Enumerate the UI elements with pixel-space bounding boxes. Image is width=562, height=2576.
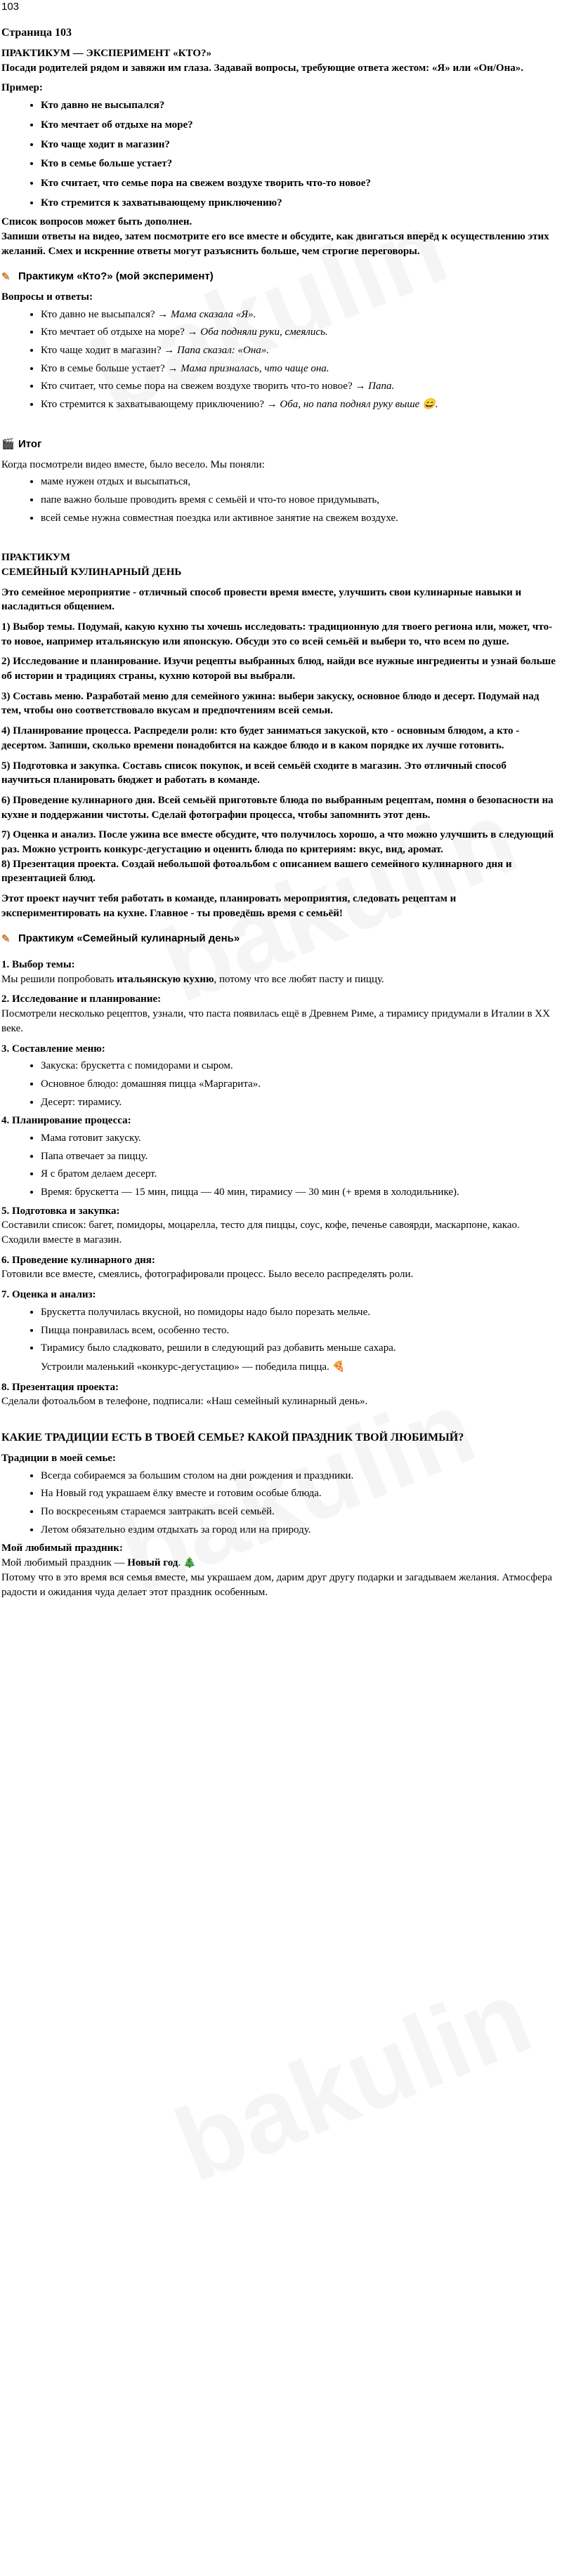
cooking-step-label: 6. Проведение кулинарного дня: bbox=[1, 1254, 155, 1266]
list-item: • Закуска: брускетта с помидорами и сыром. bbox=[41, 1059, 556, 1074]
list-item: • Основное блюдо: домашняя пицца «Маргарита». bbox=[41, 1077, 556, 1092]
example-questions bbox=[1, 98, 556, 210]
watermark bbox=[155, 1944, 551, 2217]
practicum-note: Список вопросов может быть дополнен. bbox=[1, 216, 192, 228]
practicum2-intro: Это семейное мероприятие - отличный способ провести время вместе, улучшить свои кулинарные навыки и насладиться общением. bbox=[1, 586, 522, 613]
step: 5) Подготовка и закупка. Составь список покупок, и всей семьёй сходите в магазин. Это отличный способ научиться планировать бюджет и работать в команде. bbox=[1, 760, 507, 786]
page-heading: Страница 103 bbox=[1, 27, 72, 39]
list-item: • Кто давно не высыпался? bbox=[41, 98, 556, 113]
step: 8) Презентация проекта. Создай небольшой фотоальбом с описанием вашего семейного кулинарного дня и презентацией блюд. bbox=[1, 858, 512, 885]
cooking-step-text: Готовили все вместе, смеялись, фотографировали процесс. Было весело распределять роли. bbox=[1, 1269, 414, 1281]
review-list bbox=[1, 1305, 556, 1356]
list-item: • Десерт: тирамису. bbox=[41, 1095, 556, 1110]
list-item: • Брускетта получилась вкусной, но помидоры надо было порезать мельче. bbox=[41, 1305, 556, 1320]
list-item: • Папа отвечает за пиццу. bbox=[41, 1149, 556, 1164]
clapperboard-icon: 🎬 bbox=[1, 438, 15, 451]
step: 2) Исследование и планирование. Изучи рецепты выбранных блюд, найди все нужные ингредиенты и узнай больше об истории и традициях страны, кухню которой вы выбрали. bbox=[1, 656, 556, 682]
list-item: • Кто считает, что семье пора на свежем воздухе творить что-то новое? bbox=[41, 176, 556, 191]
qa-item: • Кто мечтает об отдыхе на море? → Оба подняли руки, смеялись. bbox=[41, 325, 556, 340]
cooking-step-label: 7. Оценка и анализ: bbox=[1, 1289, 96, 1301]
cooking-step-text: Составили список: багет, помидоры, моцарелла, тесто для пиццы, соус, кофе, печенье савоярди, маскарпоне, какао. Сходили вместе в магазин. bbox=[1, 1220, 520, 1246]
list-item: • Кто мечтает об отдыхе на море? bbox=[41, 118, 556, 133]
practicum2-outro: Этот проект научит тебя работать в команде, планировать мероприятия, следовать рецептам и экспериментировать на кухне. Главное - ты проведёшь время с семьёй! bbox=[1, 893, 457, 919]
list-item: • маме нужен отдых и высыпаться, bbox=[41, 475, 556, 489]
list-item: • По воскресеньям стараемся завтракать всей семьёй. bbox=[41, 1505, 556, 1519]
list-item: • Всегда собираемся за большим столом на дни рождения и праздники. bbox=[41, 1469, 556, 1484]
list-item: • На Новый год украшаем ёлку вместе и готовим особые блюда. bbox=[41, 1486, 556, 1501]
practicum-title: ПРАКТИКУМ — ЭКСПЕРИМЕНТ «КТО?» bbox=[1, 48, 211, 60]
cooking-step-label: 4. Планирование процесса: bbox=[1, 1115, 131, 1127]
result-list bbox=[1, 475, 556, 525]
cooking-step-text: Мы решили попробовать итальянскую кухню, потому что все любят пасту и пиццу. bbox=[1, 973, 384, 985]
result-title: 🎬 Итог bbox=[1, 437, 42, 451]
favorite-reason: Потому что в это время вся семья вместе, мы украшаем дом, дарим друг другу подарки и загадываем желания. Атмосфера радости и ожидания чуда делает этот праздник особенным. bbox=[1, 1571, 552, 1598]
list-item: • Пицца понравилась всем, особенно тесто. bbox=[41, 1323, 556, 1338]
list-item: • Время: брускетта — 15 мин, пицца — 40 мин, тирамису — 30 мин (+ время в холодильнике). bbox=[41, 1185, 556, 1200]
cooking-step-label: 1. Выбор темы: bbox=[1, 959, 75, 971]
traditions-list bbox=[1, 1469, 556, 1538]
list-item: • Мама готовит закуску. bbox=[41, 1131, 556, 1146]
step: 7) Оценка и анализ. После ужина все вместе обсудите, что получилось хорошо, а что можно улучшить в следующий раз. Можно устроить конкурс-дегустацию и оценить блюда по критериям: вкус, вид, аромат. bbox=[1, 829, 554, 855]
favorite-holiday: Мой любимый праздник — Новый год. 🎄 bbox=[1, 1557, 197, 1569]
pencil-icon: ✎ bbox=[1, 270, 11, 283]
qa-item: • Кто в семье больше устает? → Мама призналась, что чаще она. bbox=[41, 362, 556, 376]
step: 1) Выбор темы. Подумай, какую кухню ты хочешь исследовать: традиционную для твоего региона или, может, что-то новое, например итальянскую или японскую. Обсуди это со всей семьёй и выбери то, что всем по душе. bbox=[1, 621, 553, 647]
list-item: • Тирамису было сладковато, решили в следующий раз добавить меньше сахара. bbox=[41, 1341, 556, 1356]
qa-item: • Кто давно не высыпался? → Мама сказала «Я». bbox=[41, 308, 556, 322]
traditions-label: Традиции в моей семье: bbox=[1, 1453, 116, 1465]
list-item: • всей семье нужна совместная поездка или активное занятие на свежем воздухе. bbox=[41, 511, 556, 526]
step: 4) Планирование процесса. Распредели роли: кто будет заниматься закуской, кто - основным блюдом, а кто - десертом. Запиши, сколько времени понадобится на каждое блюдо и в каком порядке их лучше готовить. bbox=[1, 725, 520, 751]
roles-list bbox=[1, 1131, 556, 1200]
qa-list bbox=[1, 308, 556, 412]
tasting-note: Устроили маленький «конкурс-дегустацию» — победила пицца. 🍕 bbox=[41, 1361, 346, 1373]
list-item: • Летом обязательно ездим отдыхать за город или на природу. bbox=[41, 1523, 556, 1538]
practicum2-subtitle: СЕМЕЙНЫЙ КУЛИНАРНЫЙ ДЕНЬ bbox=[1, 566, 182, 578]
cooking-step-text: Посмотрели несколько рецептов, узнали, что паста появилась ещё в Древнем Риме, а тирамису придумали в Италии в XX веке. bbox=[1, 1008, 550, 1034]
practicum-note: Запиши ответы на видео, затем посмотрите его все вместе и обсудите, как двигаться вперёд к осуществлению этих желаний. Смех и искренние ответы могут разъяснить больше, чем строгие переговоры. bbox=[1, 230, 549, 257]
step: 6) Проведение кулинарного дня. Всей семьёй приготовьте блюда по выбранным рецептам, помня о безопасности на кухне и поддержании чистоты. Сделай фотографии процесса, чтобы запомнить этот день. bbox=[1, 794, 554, 821]
step: 3) Составь меню. Разработай меню для семейного ужина: выбери закуску, основное блюдо и десерт. Подумай над тем, чтобы оно соответствовало вкусам и предпочтениям всей семьи. bbox=[1, 690, 540, 717]
favorite-label: Мой любимый праздник: bbox=[1, 1543, 123, 1554]
cooking-step-label: 2. Исследование и планирование: bbox=[1, 993, 162, 1005]
menu-list bbox=[1, 1059, 556, 1109]
cooking-step-label: 3. Составление меню: bbox=[1, 1043, 105, 1055]
cooking-step-text: Сделали фотоальбом в телефоне, подписали: «Наш семейный кулинарный день». bbox=[1, 1396, 368, 1408]
list-item: • папе важно больше проводить время с семьёй и что-то новое придумывать, bbox=[41, 493, 556, 508]
example-label: Пример: bbox=[1, 82, 43, 94]
list-item: • Я с братом делаем десерт. bbox=[41, 1167, 556, 1182]
list-item: • Кто чаще ходит в магазин? bbox=[41, 138, 556, 152]
cooking-step-label: 5. Подготовка и закупка: bbox=[1, 1205, 120, 1217]
content bbox=[1, 25, 556, 1599]
cooking-title: ✎ Практикум «Семейный кулинарный день» bbox=[1, 932, 240, 945]
page-number: 103 bbox=[1, 1, 20, 13]
practicum2-title: ПРАКТИКУМ bbox=[1, 552, 71, 564]
result-intro: Когда посмотрели видео вместе, было весело. Мы поняли: bbox=[1, 458, 265, 470]
qa-item: • Кто стремится к захватывающему приключению? → Оба, но папа поднял руку выше 😄. bbox=[41, 397, 556, 412]
pencil-icon: ✎ bbox=[1, 932, 11, 945]
experiment-title: ✎ Практикум «Кто?» (мой эксперимент) bbox=[1, 270, 214, 283]
practicum-intro: Посади родителей рядом и завяжи им глаза. Задавай вопросы, требующие ответа жестом: «Я» или «Он/Она». bbox=[1, 62, 523, 74]
qa-item: • Кто считает, что семье пора на свежем воздухе творить что-то новое? → Папа. bbox=[41, 379, 556, 394]
traditions-title: КАКИЕ ТРАДИЦИИ ЕСТЬ В ТВОЕЙ СЕМЬЕ? КАКОЙ ПРАЗДНИК ТВОЙ ЛЮБИМЫЙ? bbox=[1, 1431, 464, 1444]
qa-label: Вопросы и ответы: bbox=[1, 291, 93, 303]
list-item: • Кто в семье больше устает? bbox=[41, 157, 556, 171]
cooking-step-label: 8. Презентация проекта: bbox=[1, 1381, 119, 1393]
list-item: • Кто стремится к захватывающему приключению? bbox=[41, 196, 556, 211]
qa-item: • Кто чаще ходит в магазин? → Папа сказал: «Она». bbox=[41, 343, 556, 358]
